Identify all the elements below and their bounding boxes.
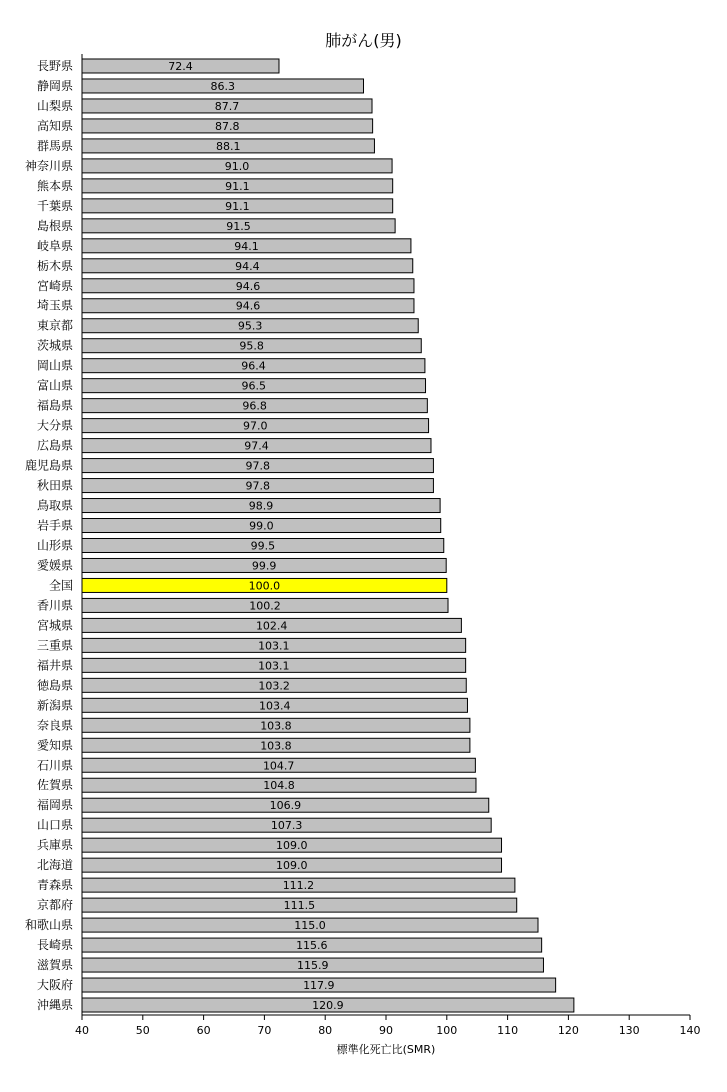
category-label: 福島県 xyxy=(36,398,73,413)
category-label: 三重県 xyxy=(36,638,73,653)
value-label: 87.7 xyxy=(214,99,240,113)
category-label: 千葉県 xyxy=(36,198,73,213)
category-label: 愛知県 xyxy=(36,738,73,753)
category-label: 兵庫県 xyxy=(36,838,73,853)
category-label: 沖縄県 xyxy=(36,998,73,1013)
value-label: 106.9 xyxy=(269,799,302,813)
category-label: 群馬県 xyxy=(36,138,73,153)
category-label: 埼玉県 xyxy=(36,298,73,313)
value-label: 107.3 xyxy=(270,819,303,833)
category-label: 奈良県 xyxy=(36,718,73,733)
value-label: 102.4 xyxy=(255,619,288,633)
value-label: 97.8 xyxy=(245,479,270,493)
category-label: 長崎県 xyxy=(36,938,73,953)
value-label: 104.7 xyxy=(262,759,295,773)
category-label: 徳島県 xyxy=(36,678,73,693)
category-label: 島根県 xyxy=(36,218,73,233)
x-tick-label: 120 xyxy=(557,1024,579,1037)
category-label: 鳥取県 xyxy=(36,498,73,513)
category-label: 福岡県 xyxy=(36,798,73,813)
value-label: 91.5 xyxy=(226,219,251,233)
value-label: 103.4 xyxy=(258,699,291,713)
category-label: 和歌山県 xyxy=(24,918,73,933)
value-label: 99.5 xyxy=(250,539,276,553)
category-label: 山梨県 xyxy=(36,98,73,113)
x-axis-label: 標準化死亡比(SMR) xyxy=(336,1043,436,1056)
category-label: 鹿児島県 xyxy=(24,458,73,473)
category-label: 北海道 xyxy=(36,858,73,873)
value-label: 109.0 xyxy=(276,839,308,853)
x-tick-label: 60 xyxy=(196,1024,211,1037)
category-label: 山形県 xyxy=(36,538,73,553)
category-label: 神奈川県 xyxy=(24,158,73,173)
category-label: 京都府 xyxy=(36,898,73,913)
value-label: 97.0 xyxy=(243,419,268,433)
value-label: 111.2 xyxy=(282,879,315,893)
value-label: 103.8 xyxy=(260,739,292,753)
value-label: 115.9 xyxy=(296,959,329,973)
value-label: 99.9 xyxy=(251,559,277,573)
value-label: 99.0 xyxy=(249,519,274,533)
x-tick-label: 110 xyxy=(497,1024,519,1037)
category-label: 茨城県 xyxy=(36,338,73,353)
value-label: 104.8 xyxy=(263,779,295,793)
value-label: 115.6 xyxy=(296,939,328,953)
value-label: 91.1 xyxy=(225,199,250,213)
value-label: 96.8 xyxy=(242,399,267,413)
category-label: 静岡県 xyxy=(36,78,73,93)
category-label: 香川県 xyxy=(36,598,73,613)
value-label: 100.2 xyxy=(249,599,281,613)
value-label: 94.6 xyxy=(235,299,261,313)
category-label: 滋賀県 xyxy=(36,958,73,973)
value-label: 96.5 xyxy=(241,379,267,393)
category-label: 佐賀県 xyxy=(36,778,73,793)
x-tick-label: 40 xyxy=(75,1024,89,1037)
value-label: 94.6 xyxy=(235,279,261,293)
value-label: 86.3 xyxy=(210,79,236,93)
value-label: 109.0 xyxy=(276,859,308,873)
value-label: 98.9 xyxy=(248,499,274,513)
category-label: 大分県 xyxy=(36,418,73,433)
category-label: 栃木県 xyxy=(36,258,73,273)
category-label: 高知県 xyxy=(36,118,73,133)
category-label: 山口県 xyxy=(36,818,73,833)
value-label: 91.0 xyxy=(224,159,250,173)
value-label: 100.0 xyxy=(248,579,281,593)
category-label: 福井県 xyxy=(36,658,73,673)
value-label: 95.3 xyxy=(237,319,263,333)
category-label: 石川県 xyxy=(36,758,73,773)
value-label: 103.2 xyxy=(258,679,290,693)
value-label: 87.8 xyxy=(215,119,240,133)
category-label: 富山県 xyxy=(36,378,73,393)
x-tick-label: 80 xyxy=(318,1024,333,1037)
category-label: 新潟県 xyxy=(36,698,73,713)
value-label: 111.5 xyxy=(283,899,316,913)
category-label: 宮崎県 xyxy=(36,278,73,293)
value-label: 117.9 xyxy=(303,979,335,993)
category-label: 愛媛県 xyxy=(36,558,73,573)
value-label: 115.0 xyxy=(294,919,326,933)
value-label: 103.1 xyxy=(258,639,290,653)
category-label: 長野県 xyxy=(36,58,73,73)
category-label: 東京都 xyxy=(36,318,73,333)
value-label: 72.4 xyxy=(168,59,193,73)
category-label: 秋田県 xyxy=(36,478,73,493)
value-label: 103.8 xyxy=(260,719,292,733)
category-label: 大阪府 xyxy=(36,978,73,993)
category-label: 岡山県 xyxy=(36,358,73,373)
x-tick-label: 130 xyxy=(618,1024,640,1037)
x-tick-label: 140 xyxy=(679,1024,701,1037)
value-label: 96.4 xyxy=(241,359,266,373)
x-tick-label: 100 xyxy=(436,1024,458,1037)
category-label: 青森県 xyxy=(36,878,73,893)
category-label: 広島県 xyxy=(36,438,73,453)
bars-group xyxy=(25,59,574,1012)
value-label: 103.1 xyxy=(258,659,290,673)
category-label: 岐阜県 xyxy=(36,238,73,253)
category-label: 岩手県 xyxy=(36,518,73,533)
category-label: 宮城県 xyxy=(36,618,73,633)
x-tick-label: 70 xyxy=(257,1024,272,1037)
value-label: 94.4 xyxy=(235,259,260,273)
value-label: 95.8 xyxy=(239,339,264,353)
x-tick-label: 90 xyxy=(379,1024,393,1037)
chart-title: 肺がん(男) xyxy=(325,31,402,50)
category-label: 熊本県 xyxy=(36,178,73,193)
value-label: 97.4 xyxy=(244,439,269,453)
value-label: 88.1 xyxy=(215,139,241,153)
category-label: 全国 xyxy=(48,578,73,593)
value-label: 94.1 xyxy=(234,239,259,253)
x-tick-label: 50 xyxy=(135,1024,150,1037)
value-label: 91.1 xyxy=(225,179,250,193)
value-label: 120.9 xyxy=(312,999,344,1013)
value-label: 97.8 xyxy=(245,459,270,473)
